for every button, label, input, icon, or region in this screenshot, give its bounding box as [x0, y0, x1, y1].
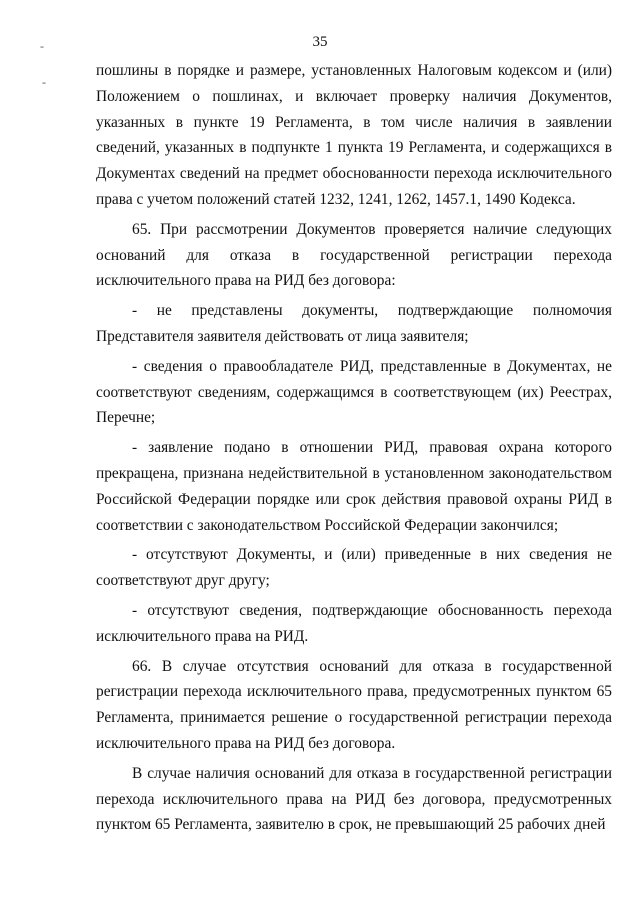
list-item-owner-mismatch: - сведения о правообладателе РИД, представленные в Документах, не соответствуют сведениям, содержащимся в соответствующем (их) Реестрах, Перечне;	[96, 357, 612, 427]
margin-mark: -	[42, 75, 46, 89]
paragraph-65: 65. При рассмотрении Документов проверяется наличие следующих оснований для отказа в государственной регистрации перехода исключительного права на РИД без договора:	[96, 220, 612, 290]
paragraph-continuation: пошлины в порядке и размере, установленных Налоговым кодексом и (или) Положением о пошлинах, и включает проверку наличия Документов, указанных в пункте 19 Регламента, в том числе наличия в заявлении сведений, указанных в подпункте 1 пункта 19 Регламента, и содержащихся в Документах сведений на предмет обоснованности перехода исключительного права с учетом положений статей 1232, 1241, 1262, 1457.1, 1490 Кодекса.	[96, 62, 612, 208]
paragraph-66: 66. В случае отсутствия оснований для отказа в государственной регистрации перехода исключительного права, предусмотренных пунктом 65 Регламента, принимается решение о государственной регистрации перехода исключительного права на РИД без договора.	[96, 657, 612, 752]
list-item-no-authority: - не представлены документы, подтверждающие полномочия Представителя заявителя действовать от лица заявителя;	[96, 302, 612, 345]
document-body	[96, 58, 612, 838]
list-item-documents-missing: - отсутствуют Документы, и (или) приведенные в них сведения не соответствуют друг другу;	[96, 546, 612, 590]
paragraph-refusal: В случае наличия оснований для отказа в государственной регистрации перехода исключительного права на РИД без договора, предусмотренных пунктом 65 Регламента, заявителю в срок, не превышающий 25 рабочих дней	[96, 764, 612, 834]
margin-mark: -	[40, 39, 44, 53]
list-item-protection-terminated: - заявление подано в отношении РИД, правовая охрана которого прекращена, признана недействительной в установленном законодательством Российской Федерации порядке или срок действия правовой охраны РИД в соответствии с законодательством Российской Федерации закончился;	[96, 439, 612, 534]
page-number: 35	[312, 34, 328, 50]
list-item-no-justification: - отсутствуют сведения, подтверждающие обоснованность перехода исключительного права на РИД.	[96, 601, 612, 645]
